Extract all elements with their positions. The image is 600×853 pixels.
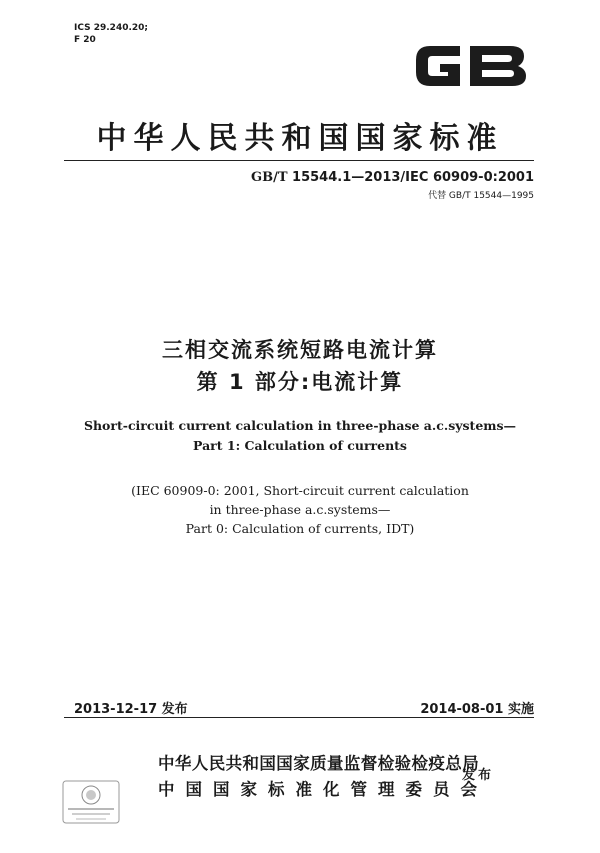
equivalence-line1: (IEC 60909-0: 2001, Short-circuit current calculation [131,483,469,498]
gb-logo-icon [410,38,532,94]
ics-code: ICS 29.240.20; [74,23,149,33]
anti-counterfeit-seal-icon [62,780,120,824]
issuer-sac: 中国国家标准化管理委员会 [158,780,488,799]
title-en-line2: Part 1: Calculation of currents [193,438,407,453]
issuer-aqsiq: 中华人民共和国国家质量监督检验检疫总局 [158,754,480,773]
issuing-bodies [158,750,488,800]
equivalence-line3: Part 0: Calculation of currents, IDT) [185,521,415,536]
equivalence-line2: in three-phase a.c.systems— [209,502,391,517]
ccs-code: F 20 [74,35,96,45]
replaces-note: 代替 GB/T 15544—1995 [428,191,534,201]
issue-label: 发布 [462,768,495,783]
implement-date: 2014-08-01 实施 [420,702,534,717]
classification-codes [74,22,148,46]
title-en-line1: Short-circuit current calculation in three-phase a.c.systems— [83,418,517,433]
standard-number-rest: 15544.1—2013/IEC 60909-0:2001 [287,170,534,185]
standard-number-prefix: GB/T [250,170,288,185]
title-cn-line1: 三相交流系统短路电流计算 [162,338,438,362]
national-standard-heading: 中华人民共和国国家标准 [96,121,504,156]
standard-number [251,170,534,185]
publish-date: 2013-12-17 发布 [74,702,188,717]
title-cn-line2: 第 1 部分:电流计算 [196,370,404,394]
footer-divider [64,717,534,718]
header-divider [64,160,534,161]
